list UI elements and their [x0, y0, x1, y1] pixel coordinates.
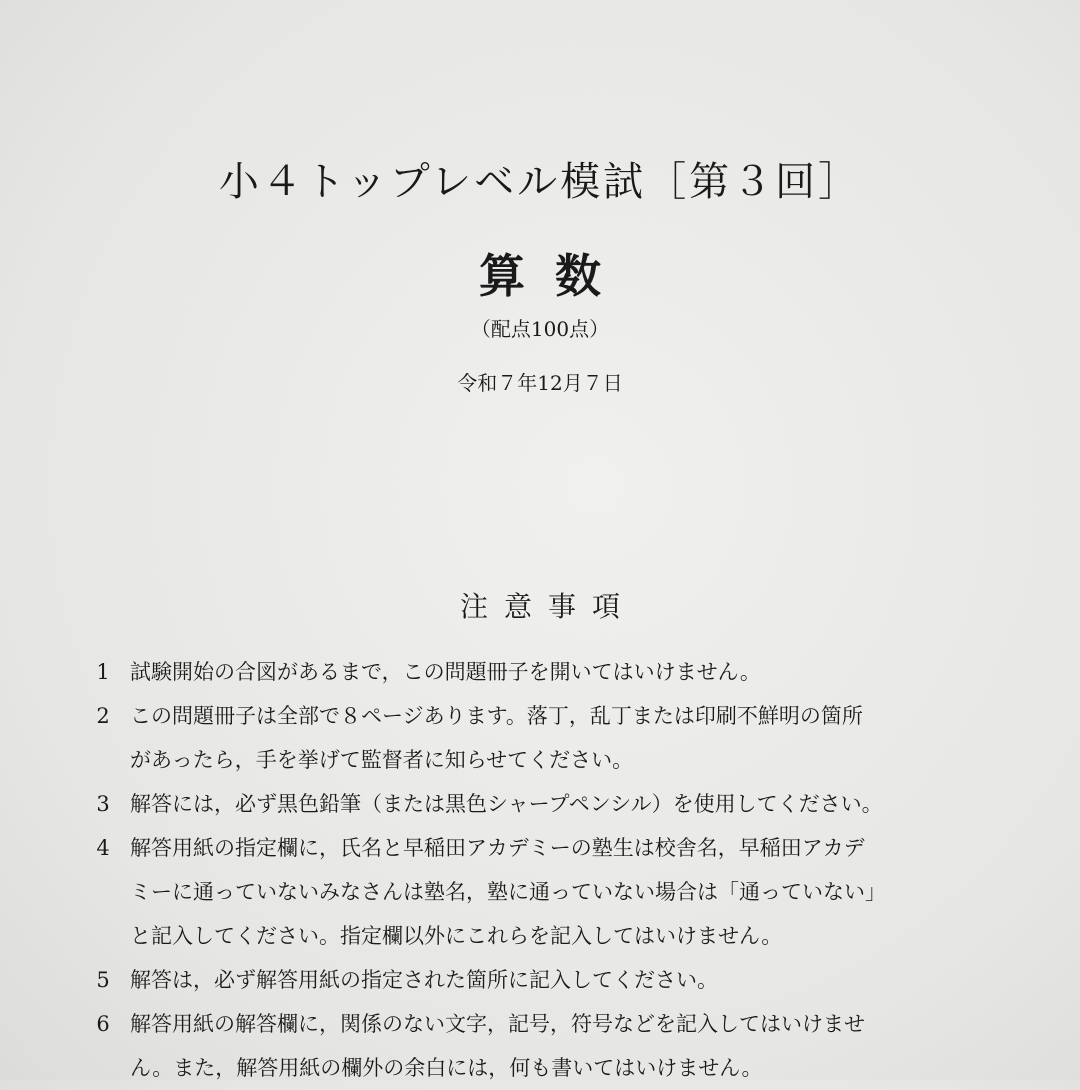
item-text: ミーに通っていないみなさんは塾名，塾に通っていない場合は「通っていない」 — [130, 880, 886, 904]
item-text: があったら，手を挙げて監督者に知らせてください。 — [130, 748, 634, 772]
item-number: 4 — [96, 836, 110, 860]
item-number: 2 — [96, 704, 110, 728]
list-item-continuation — [90, 870, 1020, 914]
item-text: この問題冊子は全部で８ページあります。落丁，乱丁または印刷不鮮明の箇所 — [130, 704, 863, 728]
subject-title: 算数 — [479, 249, 631, 303]
item-number: 3 — [96, 792, 110, 816]
list-item-continuation — [90, 1046, 1020, 1090]
list-item — [90, 826, 1020, 870]
list-item-continuation — [90, 738, 1020, 782]
exam-title: 小４トップレベル模試［第３回］ — [218, 159, 862, 205]
item-text: 試験開始の合図があるまで，この問題冊子を開いてはいけません。 — [130, 660, 761, 684]
item-text: 解答には，必ず黒色鉛筆（または黒色シャープペンシル）を使用してください。 — [130, 792, 883, 816]
item-text: ん。また，解答用紙の欄外の余白には，何も書いてはいけません。 — [130, 1056, 763, 1080]
notes-list — [90, 650, 1020, 1090]
list-item — [90, 694, 1020, 738]
item-number: 6 — [96, 1012, 110, 1036]
item-number: 5 — [96, 968, 110, 992]
item-text: 解答用紙の指定欄に，氏名と早稲田アカデミーの塾生は校舎名，早稲田アカデ — [130, 836, 865, 860]
list-item — [90, 1002, 1020, 1046]
item-text: 解答用紙の解答欄に，関係のない文字，記号，符号などを記入してはいけませ — [130, 1012, 865, 1036]
list-item — [90, 958, 1020, 1002]
list-item — [90, 782, 1020, 826]
item-text: と記入してください。指定欄以外にこれらを記入してはいけません。 — [130, 924, 783, 948]
notes-heading: 注意事項 — [459, 590, 636, 623]
points-label: （配点100点） — [470, 317, 610, 341]
item-number: 1 — [96, 660, 110, 684]
list-item-continuation — [90, 914, 1020, 958]
exam-date: 令和７年12月７日 — [457, 371, 623, 395]
item-text: 解答は，必ず解答用紙の指定された箇所に記入してください。 — [130, 968, 718, 992]
list-item — [90, 650, 1020, 694]
